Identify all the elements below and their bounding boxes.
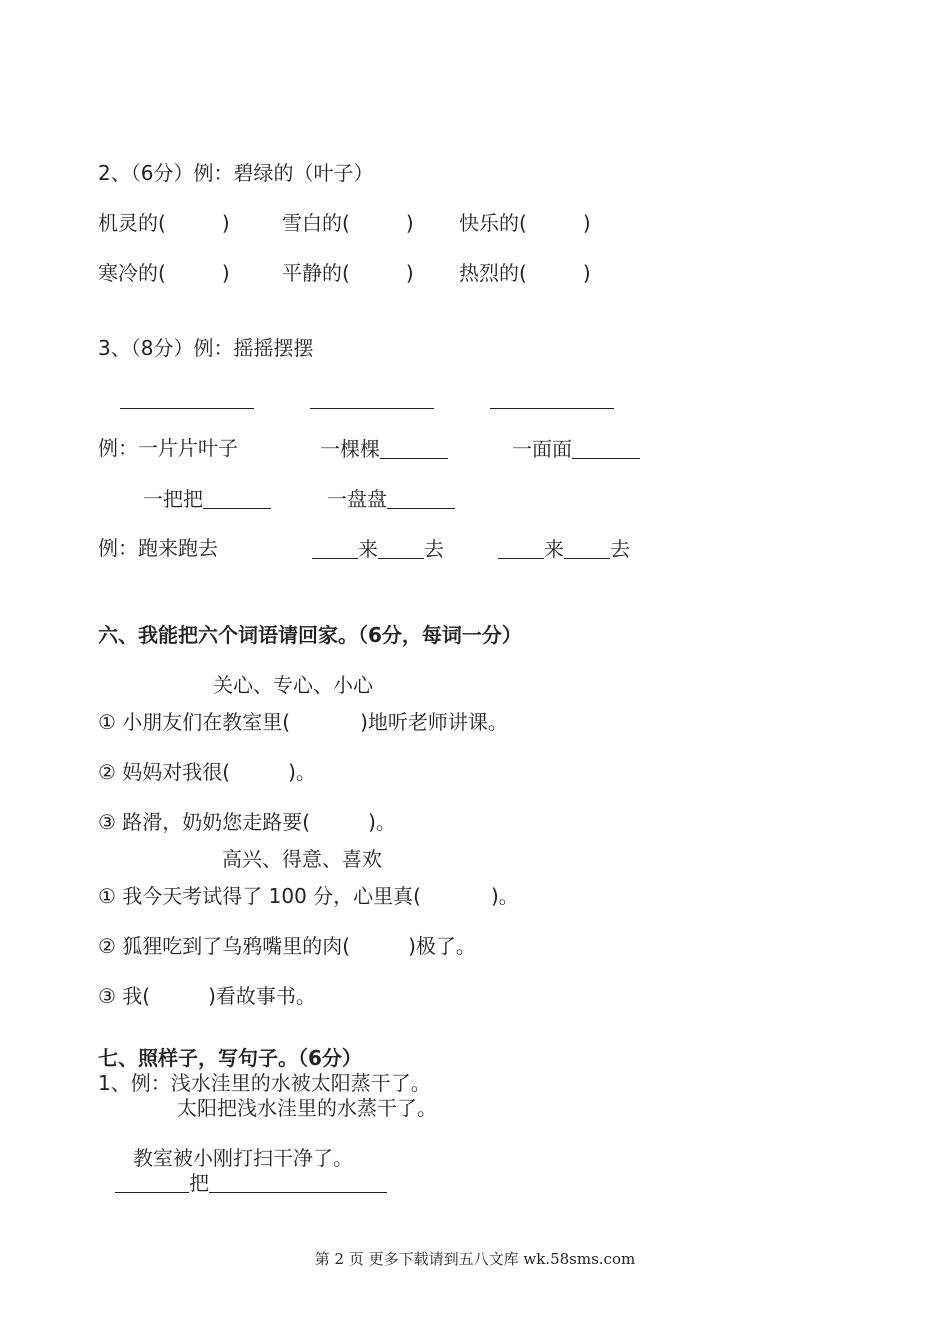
q2-blank-3[interactable]: 快乐的( ): [459, 211, 591, 235]
q2-blank-1[interactable]: 机灵的( ): [98, 211, 230, 235]
s6-g2-q3[interactable]: ③ 我( )看故事书。: [98, 984, 316, 1008]
q2-blank-5[interactable]: 平静的( ): [282, 261, 414, 285]
section-7-title: 七、照样子，写句子。（6分）: [98, 1046, 362, 1070]
q3-header: 3、（8分）例：摇摇摆摆: [98, 336, 314, 360]
page-footer: 第 2 页 更多下载请到五八文库 wk.58sms.com: [314, 1250, 636, 1268]
word-bank-2: 高兴、得意、喜欢: [222, 847, 382, 871]
s7-example-line-2: 太阳把浅水洼里的水蒸干了。: [177, 1096, 437, 1120]
q3-laiqu-2[interactable]: 来 去: [498, 538, 630, 559]
q2-blank-6[interactable]: 热烈的( ): [459, 261, 591, 285]
q2-blank-4[interactable]: 寒冷的( ): [98, 261, 230, 285]
s6-g2-q1[interactable]: ① 我今天考试得了 100 分，心里真( )。: [98, 884, 519, 908]
s6-g1-q2[interactable]: ② 妈妈对我很( )。: [98, 760, 316, 784]
s7-answer-line[interactable]: 把: [115, 1172, 387, 1193]
s7-example-line-1: 1、例：浅水洼里的水被太阳蒸干了。: [98, 1071, 431, 1095]
s7-prompt: 教室被小刚打扫干净了。: [133, 1146, 353, 1170]
q2-blank-2[interactable]: 雪白的( ): [282, 211, 414, 235]
q2-header: 2、（6分）例：碧绿的（叶子）: [98, 161, 374, 185]
q3-item-baba[interactable]: 一把把: [143, 488, 271, 509]
word-bank-1: 关心、专心、小心: [213, 673, 373, 697]
q3-item-kekke[interactable]: 一棵棵: [320, 438, 448, 459]
q3-example-1: 例：一片片叶子: [98, 436, 238, 460]
s6-g1-q3[interactable]: ③ 路滑，奶奶您走路要( )。: [98, 810, 396, 834]
section-6-title: 六、我能把六个词语请回家。（6分，每词一分）: [98, 623, 522, 647]
q3-example-2: 例：跑来跑去: [98, 536, 218, 560]
s6-g2-q2[interactable]: ② 狐狸吃到了乌鸦嘴里的肉( )极了。: [98, 934, 476, 958]
q3-line-3[interactable]: [490, 388, 614, 409]
q3-laiqu-1[interactable]: 来 去: [312, 538, 444, 559]
q3-item-panpan[interactable]: 一盘盘: [327, 488, 455, 509]
q3-line-2[interactable]: [310, 388, 434, 409]
q3-line-1[interactable]: [120, 388, 254, 409]
q3-item-mianmian[interactable]: 一面面: [512, 438, 640, 459]
s6-g1-q1[interactable]: ① 小朋友们在教室里( )地听老师讲课。: [98, 710, 508, 734]
